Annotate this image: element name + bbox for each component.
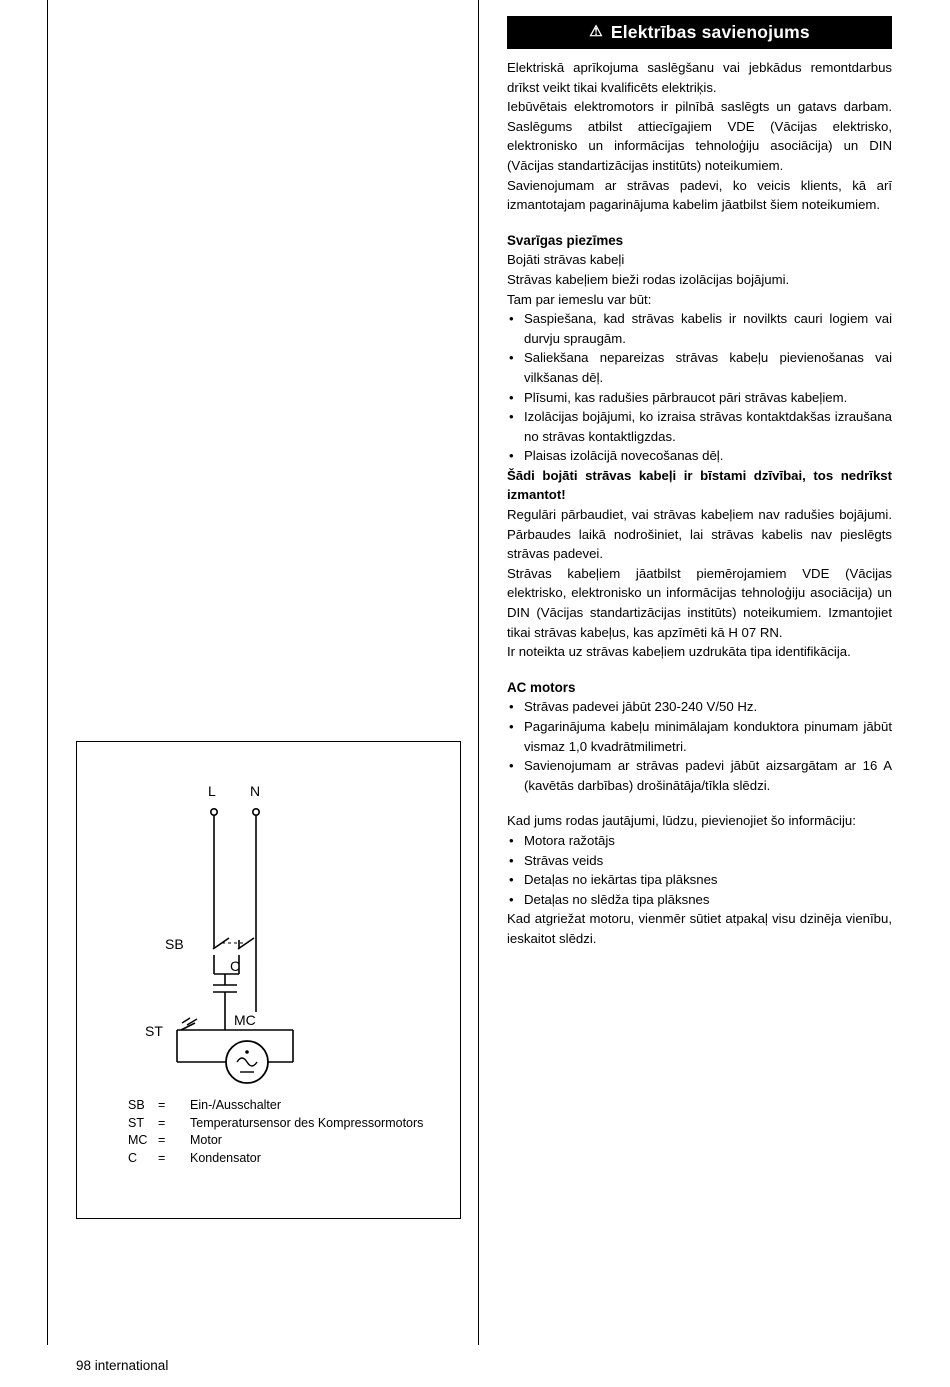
notes-paragraph-3: Regulāri pārbaudiet, vai strāvas kabeļiem nav radušies bojājumi. Pārbaudes laikā nodrošiniet, lai strāvas kabelis nav pieslēgts strāvas padevei.: [507, 507, 892, 562]
intro-block: [507, 58, 892, 215]
questions-outro-text: Kad atgriežat motoru, vienmēr sūtiet atpakaļ visu dzinēja vienību, ieskaitot slēdzi.: [507, 911, 892, 946]
list-item: • Strāvas veids: [507, 851, 892, 871]
bold-warning-text: Šādi bojāti strāvas kabeļi ir bīstami dzīvībai, tos nedrīkst izmantot!: [507, 467, 892, 503]
legend-key: SB: [128, 1098, 145, 1112]
list-item: • Strāvas padevei jābūt 230-240 V/50 Hz.: [507, 697, 892, 717]
warning-title: Elektrības savienojums: [610, 22, 810, 42]
label-ST: ST: [145, 1023, 163, 1039]
label-MC: MC: [234, 1012, 256, 1028]
legend-desc: Motor: [190, 1133, 222, 1147]
legend-row: [128, 1132, 423, 1150]
schematic-legend: [128, 1097, 423, 1167]
notes-heading: Svarīgas piezīmes: [507, 232, 624, 248]
notes-block-2: [507, 505, 892, 662]
notes-subheading: Bojāti strāvas kabeļi: [507, 252, 625, 268]
list-item: • Saliekšana nepareizas strāvas kabeļu pievienošanas vai vilkšanas dēļ.: [507, 348, 892, 387]
legend-key: MC: [128, 1133, 148, 1147]
list-item: • Pagarinājuma kabeļu minimālajam konduktora pinumam jābūt vismaz 1,0 kvadrātmilimetri.: [507, 717, 892, 756]
right-column: [507, 16, 892, 949]
questions-intro-text: Kad jums rodas jautājumi, lūdzu, pievienojiet šo informāciju:: [507, 813, 856, 829]
questions-list: [507, 831, 892, 909]
label-SB: SB: [165, 936, 184, 952]
legend-key: ST: [128, 1115, 144, 1130]
questions-outro: [507, 909, 892, 948]
list-item: • Motora ražotājs: [507, 831, 892, 851]
warning-triangle-icon: ⚠: [589, 23, 603, 40]
label-C: C: [230, 958, 241, 974]
damage-cause-list: [507, 309, 892, 466]
warning-header: [507, 16, 892, 49]
notes-paragraph-4: Strāvas kabeļiem jāatbilst piemērojamiem VDE (Vācijas elektrisko, elektronisko un informācijas tehnoloģiju asociācija) un DIN (Vācijas standartizācijas institūts) noteikumiem. Izmantojiet tikai strāvas kabeļus, kas apzīmēti kā H 07 RN.: [507, 565, 892, 640]
notes-paragraph-1: Strāvas kabeļiem bieži rodas izolācijas bojājumi.: [507, 271, 790, 287]
legend-eq: =: [158, 1115, 166, 1130]
legend-eq: =: [158, 1150, 166, 1165]
notes-block: [507, 250, 892, 309]
legend-key: C: [128, 1150, 138, 1165]
left-margin-rule: [47, 0, 48, 1345]
page-footer: 98 international: [76, 1358, 169, 1373]
legend-eq: =: [158, 1133, 166, 1147]
list-item: • Detaļas no slēdža tipa plāksnes: [507, 890, 892, 910]
legend-desc: Ein-/Ausschalter: [190, 1098, 282, 1112]
ac-motor-heading: AC motors: [507, 679, 576, 695]
notes-paragraph-2: Tam par iemeslu var būt:: [507, 291, 652, 307]
column-divider-rule: [478, 0, 479, 1345]
intro-paragraph-3: Savienojumam ar strāvas padevi, ko veicis klients, kā arī izmantotajam pagarinājuma kabelim jāatbilst šiem noteikumiem.: [507, 177, 892, 213]
list-item: • Plīsumi, kas radušies pārbraucot pāri strāvas kabeļiem.: [507, 388, 892, 408]
legend-desc: Temperatursensor des Kompressormotors: [190, 1115, 424, 1130]
list-item: • Saspiešana, kad strāvas kabelis ir novilkts cauri logiem vai durvju spraugām.: [507, 309, 892, 348]
questions-intro: [507, 811, 892, 831]
legend-desc: Kondensator: [190, 1150, 261, 1165]
legend-row: [128, 1097, 423, 1115]
notes-paragraph-5: Ir noteikta uz strāvas kabeļiem uzdrukāta tipa identifikācija.: [507, 644, 851, 660]
list-item: • Izolācijas bojājumi, ko izraisa strāvas kontaktdakšas izraušana no strāvas kontaktligzdas.: [507, 407, 892, 446]
legend-row: [128, 1150, 423, 1168]
intro-paragraph-2: Iebūvētais elektromotors ir pilnībā saslēgts un gatavs darbam. Saslēgums atbilst attiecīgajiem VDE (Vācijas elektrisko, elektronisko un informācijas tehnoloģiju asociācija) un DIN (Vācijas standartizācijas institūts) noteikumiem.: [507, 99, 892, 173]
list-item: • Plaisas izolācijā novecošanas dēļ.: [507, 446, 892, 466]
list-item: • Detaļas no iekārtas tipa plāksnes: [507, 870, 892, 890]
legend-row: [128, 1115, 423, 1133]
label-N: N: [250, 783, 261, 799]
list-item: • Savienojumam ar strāvas padevi jābūt aizsargātam ar 16 A (kavētās darbības) drošinātāja/tīkla slēdzi.: [507, 756, 892, 795]
intro-paragraph-1: Elektriskā aprīkojuma saslēgšanu vai jebkādus remontdarbus drīkst veikt tikai kvalificēts elektriķis.: [507, 60, 892, 95]
label-L: L: [208, 783, 216, 799]
ac-motor-list: [507, 697, 892, 795]
legend-eq: =: [158, 1098, 166, 1112]
